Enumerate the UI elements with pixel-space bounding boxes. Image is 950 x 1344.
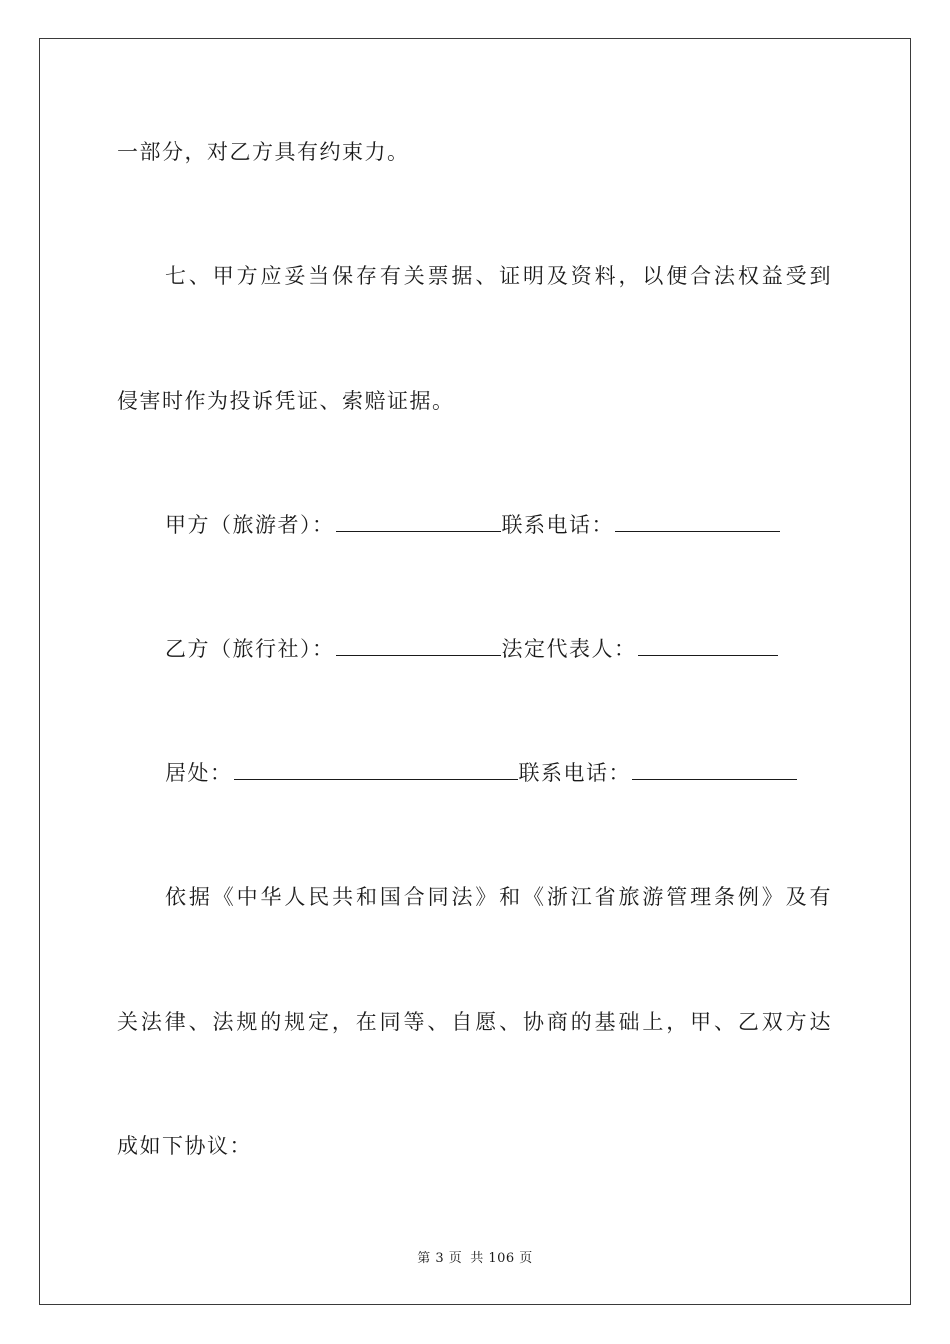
address-blank-field[interactable] <box>234 761 518 780</box>
address-label: 居处： <box>165 761 233 785</box>
party-a-blank-field[interactable] <box>336 513 501 532</box>
paragraph-line: 侵害时作为投诉凭证、索赔证据。 <box>117 389 455 413</box>
phone-label: 联系电话： <box>518 761 631 785</box>
page-footer <box>0 1247 950 1266</box>
total-pages: 共 106 页 <box>470 1251 533 1266</box>
legal-rep-blank-field[interactable] <box>638 637 778 656</box>
paragraph-line: 一部分，对乙方具有约束力。 <box>117 140 410 164</box>
phone-label: 联系电话： <box>501 513 614 537</box>
party-a-label: 甲方（旅游者）： <box>165 513 335 537</box>
page-border <box>39 38 911 1305</box>
paragraph-line: 成如下协议： <box>117 1134 252 1158</box>
paragraph-line: 依据《中华人民共和国合同法》和《浙江省旅游管理条例》及有 <box>165 885 832 909</box>
phone-blank-field[interactable] <box>615 513 780 532</box>
paragraph-line: 七、甲方应妥当保存有关票据、证明及资料，以便合法权益受到 <box>165 264 832 288</box>
legal-rep-label: 法定代表人： <box>501 637 637 661</box>
signature-row-party-a <box>165 512 781 538</box>
paragraph-line: 关法律、法规的规定，在同等、自愿、协商的基础上，甲、乙双方达 <box>117 1010 832 1034</box>
phone-blank-field[interactable] <box>632 761 797 780</box>
signature-row-party-b <box>165 636 779 662</box>
party-b-blank-field[interactable] <box>336 637 501 656</box>
party-b-label: 乙方（旅行社）： <box>165 637 335 661</box>
page-number: 第 3 页 <box>417 1251 463 1266</box>
signature-row-address <box>165 760 798 786</box>
